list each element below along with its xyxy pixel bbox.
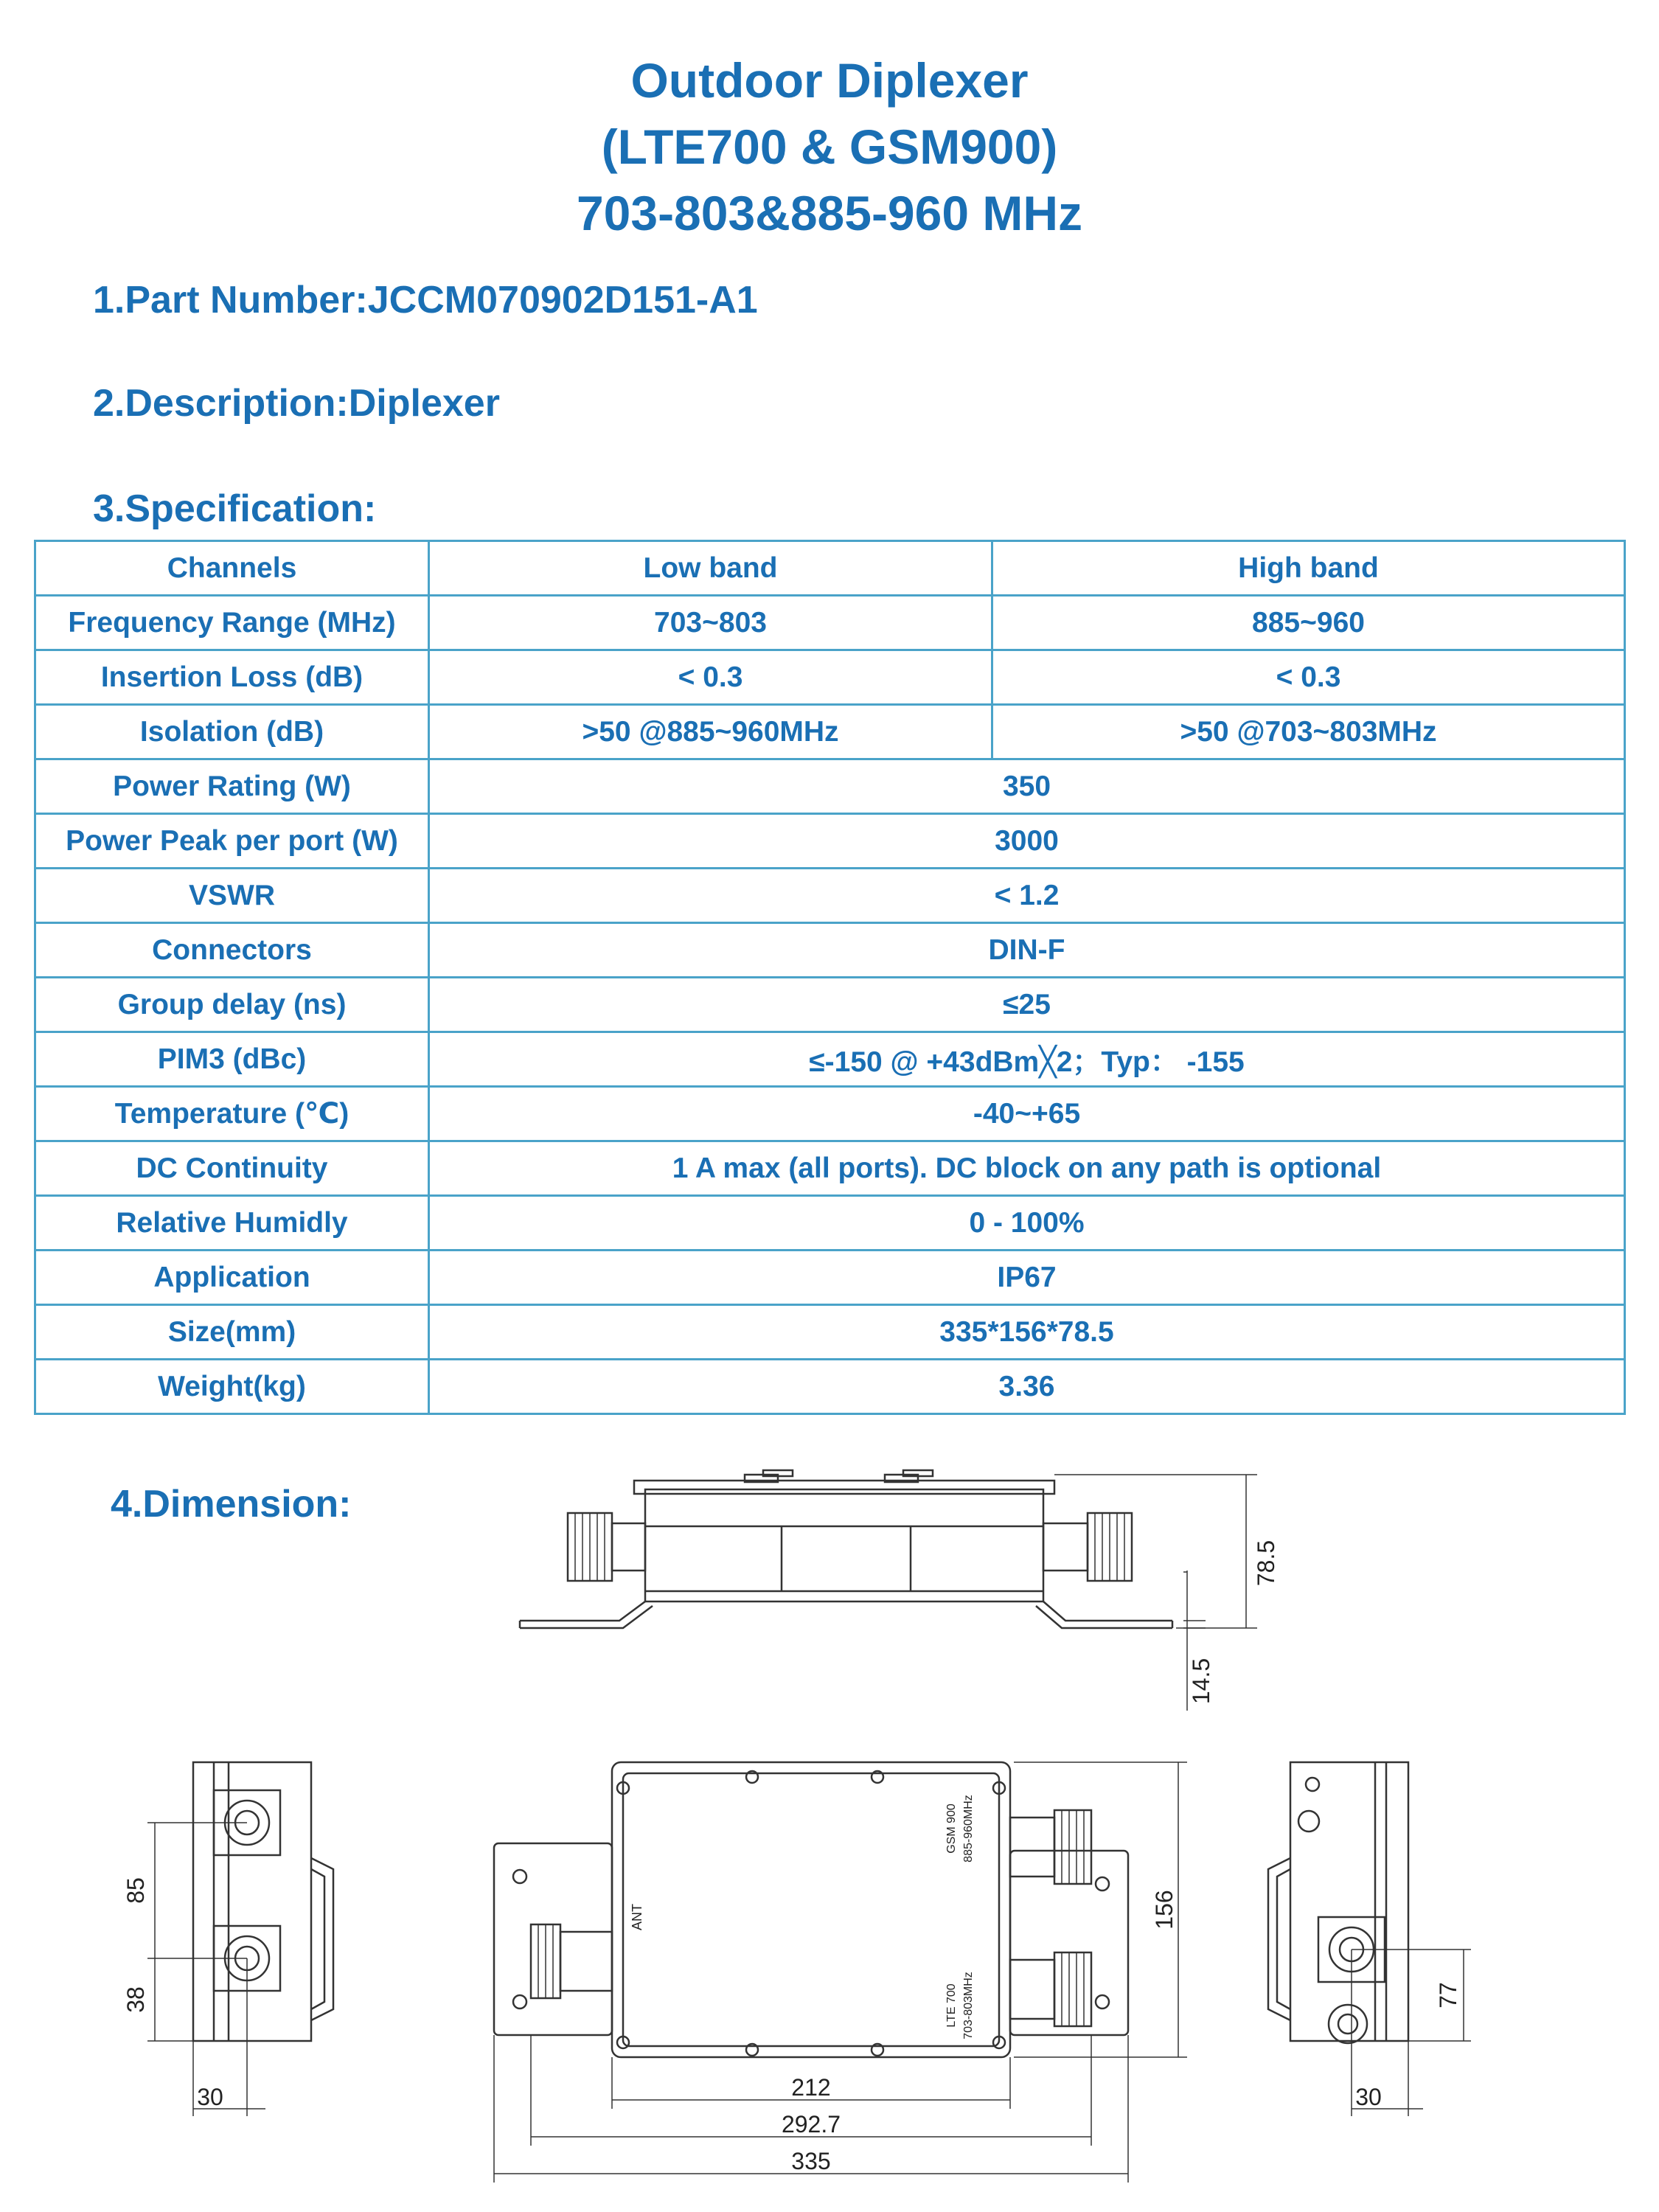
description: 2.Description:Diplexer [93,382,500,425]
table-row [35,1360,1625,1414]
dim-height-flange: 14.5 [1188,1658,1214,1705]
right-end-view [1268,1762,1471,2116]
table-row [35,923,1625,978]
spec-value: 350 [429,759,1625,814]
spec-value: 1 A max (all ports). DC block on any path is optional [429,1141,1625,1196]
left-end-dimension-labels [122,1877,223,2110]
dim-total-length: 335 [791,2148,831,2174]
spec-value: 3.36 [429,1360,1625,1414]
dim-body-height: 156 [1151,1890,1178,1930]
table-row [35,1032,1625,1087]
label-lte-freq: 703-803MHz [962,1972,975,2039]
spec-label: VSWR [35,869,429,923]
spec-label: Power Rating (W) [35,759,429,814]
label-lte: LTE 700 [945,1983,958,2028]
table-row [35,596,1625,650]
spec-high-band: < 0.3 [992,650,1625,705]
spec-value: IP67 [429,1251,1625,1305]
dim-height-total: 78.5 [1253,1540,1279,1587]
table-row [35,759,1625,814]
spec-low-band: < 0.3 [429,650,992,705]
table-row [35,1196,1625,1251]
title-line-2: (LTE700 & GSM900) [601,119,1058,174]
left-end-view [147,1762,333,2116]
spec-table [34,540,1626,1415]
table-row [35,978,1625,1032]
spec-table-body [35,541,1625,1414]
dim-body-width: 212 [791,2074,831,2101]
spec-value: 3000 [429,814,1625,869]
spec-value: DIN-F [429,923,1625,978]
table-row [35,1087,1625,1141]
spec-high-band: High band [992,541,1625,596]
spec-label: Application [35,1251,429,1305]
spec-label: Relative Humidly [35,1196,429,1251]
side-view-dimension-labels [1188,1540,1279,1704]
label-gsm: GSM 900 [945,1804,958,1854]
spec-value: < 1.2 [429,869,1625,923]
spec-value: ≤-150 @ +43dBm╳2；Typ： -155 [429,1032,1625,1087]
spec-label: Isolation (dB) [35,705,429,759]
spec-high-band: >50 @703~803MHz [992,705,1625,759]
spec-label: Group delay (ns) [35,978,429,1032]
label-gsm-freq: 885-960MHz [962,1795,975,1863]
table-row [35,650,1625,705]
dim-left-width: 30 [197,2084,223,2110]
dimension-heading: 4.Dimension: [111,1483,352,1526]
dim-right-width: 30 [1355,2084,1382,2110]
plan-view-dimension-labels [630,1795,1178,2174]
table-row [35,814,1625,869]
side-view [520,1470,1257,1711]
dim-left-port-pitch: 85 [122,1877,149,1904]
spec-label: Power Peak per port (W) [35,814,429,869]
spec-label: DC Continuity [35,1141,429,1196]
spec-label: Connectors [35,923,429,978]
spec-high-band: 885~960 [992,596,1625,650]
spec-label: Frequency Range (MHz) [35,596,429,650]
specification-heading: 3.Specification: [93,487,377,530]
title-line-3: 703-803&885-960 MHz [576,186,1083,240]
spec-value: 335*156*78.5 [429,1305,1625,1360]
table-row [35,705,1625,759]
title-line-1: Outdoor Diplexer [630,53,1029,108]
spec-label: Insertion Loss (dB) [35,650,429,705]
dim-left-port-offset: 38 [122,1986,149,2013]
spec-label: PIM3 (dBc) [35,1032,429,1087]
spec-label: Channels [35,541,429,596]
table-row [35,1251,1625,1305]
dim-right-port-offset: 77 [1435,1982,1461,2008]
spec-label: Temperature (℃) [35,1087,429,1141]
spec-label: Weight(kg) [35,1360,429,1414]
spec-value: ≤25 [429,978,1625,1032]
spec-label: Size(mm) [35,1305,429,1360]
spec-low-band: >50 @885~960MHz [429,705,992,759]
dimension-drawing [0,1460,1659,2212]
spec-value: -40~+65 [429,1087,1625,1141]
part-number: 1.Part Number:JCCM070902D151-A1 [93,279,758,321]
dim-hole-pitch: 292.7 [781,2111,841,2138]
table-row [35,869,1625,923]
table-row [35,541,1625,596]
label-ant: ANT [630,1904,644,1930]
spec-low-band: Low band [429,541,992,596]
table-row [35,1141,1625,1196]
spec-value: 0 - 100% [429,1196,1625,1251]
spec-low-band: 703~803 [429,596,992,650]
table-row [35,1305,1625,1360]
